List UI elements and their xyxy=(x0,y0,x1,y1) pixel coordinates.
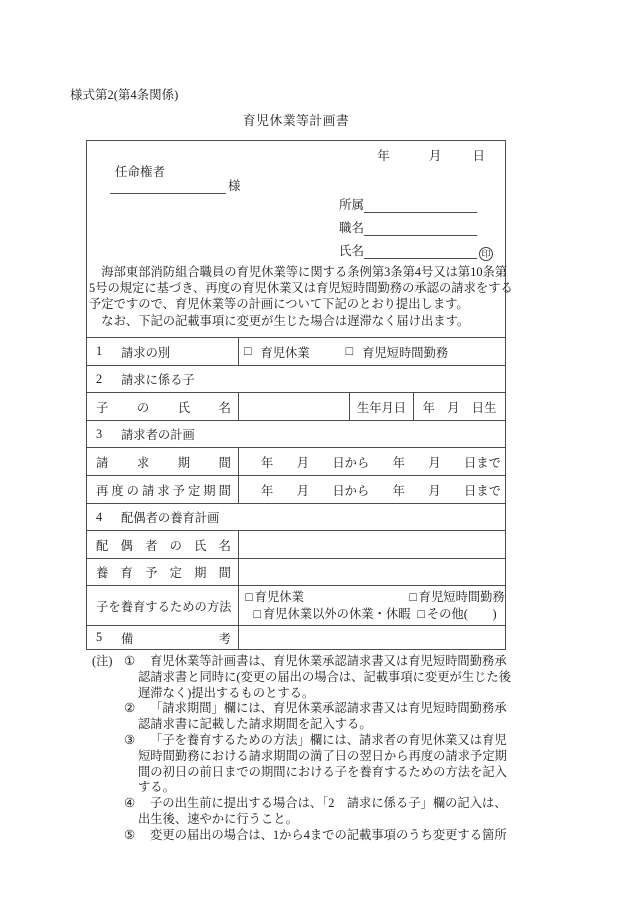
period-part: 月 xyxy=(428,483,441,498)
checkbox-care-other-leave[interactable]: □ xyxy=(253,606,261,621)
period-part: 日まで xyxy=(464,455,501,470)
intro-line: なお、下記の記載事項に変更が生じた場合は遅滞なく届け出ます。 xyxy=(89,313,470,328)
note-item xyxy=(92,701,512,733)
date-day-label: 日 xyxy=(472,149,485,163)
position-row xyxy=(339,218,477,236)
spouse-name-label-cell xyxy=(87,531,238,558)
spouse-name-input-cell[interactable] xyxy=(238,531,505,558)
row-claim-period xyxy=(87,447,505,475)
intro-paragraph xyxy=(89,264,513,329)
row-label-last: 考 xyxy=(218,631,231,646)
period-part: 月 xyxy=(296,455,309,470)
option-label: 育児休業 xyxy=(254,589,304,604)
re-claim-period-input-cell[interactable] xyxy=(238,476,505,503)
note-number: ② xyxy=(124,701,136,716)
intro-line: 予定ですので、育児休業等の計画について下記のとおり提出します。 xyxy=(89,297,469,312)
checkbox-care-short-time-work[interactable]: □ xyxy=(409,589,417,604)
period-part: 年 xyxy=(392,483,405,498)
note-item xyxy=(92,828,512,844)
addressee-suffix: 様 xyxy=(228,179,241,193)
date-line xyxy=(377,146,485,164)
date-year-label: 年 xyxy=(377,149,390,163)
note-number: ⑤ xyxy=(124,827,136,842)
row-re-claim-period xyxy=(87,475,505,503)
care-options-line xyxy=(253,606,496,623)
affiliation-row xyxy=(339,195,477,213)
notes-prefix: (注) xyxy=(92,654,113,668)
row-label: 養 育 予 定 期 間 xyxy=(96,566,231,580)
period-part: 日から xyxy=(332,455,370,470)
position-input-line[interactable] xyxy=(364,222,477,236)
row-label: 子 の 氏 名 xyxy=(96,400,231,415)
option-label: 育児短時間勤務 xyxy=(418,589,505,604)
form-table xyxy=(87,337,505,649)
affiliation-label: 所属 xyxy=(339,198,365,212)
checkbox-childcare-leave[interactable]: □ xyxy=(244,344,252,358)
child-section-cell xyxy=(87,366,505,392)
note-item xyxy=(92,733,512,796)
notes-section xyxy=(92,654,512,844)
option-label: 育児休業以外の休業・休暇 xyxy=(262,606,411,621)
row-child-section xyxy=(87,365,505,392)
note-line: する。 xyxy=(138,780,175,795)
note-line: 育児休業等計画書は、育児休業承認請求書又は育児短時間勤務承 xyxy=(150,654,507,668)
dob-label-cell: 生年月日 xyxy=(349,393,413,420)
option-label-childcare-leave: 育児休業 xyxy=(260,345,310,360)
name-row xyxy=(339,241,493,259)
row-spouse-section xyxy=(87,503,505,530)
remarks-label-cell xyxy=(87,626,238,649)
affiliation-input-line[interactable] xyxy=(364,199,477,213)
child-name-input-cell[interactable] xyxy=(238,393,349,420)
re-claim-period-label-cell xyxy=(87,476,238,503)
care-period-input-cell[interactable] xyxy=(238,559,505,585)
addressee-line xyxy=(110,176,241,194)
checkbox-short-time-work[interactable]: □ xyxy=(345,344,354,358)
care-options-line xyxy=(245,589,505,606)
note-line: 子の出生前に提出する場合は、「2 請求に係る子」欄の記入は、 xyxy=(150,796,507,811)
care-method-label-cell xyxy=(87,586,238,625)
page-title: 育児休業等計画書 xyxy=(242,114,350,128)
form-box xyxy=(86,140,513,650)
row-label: 請 求 期 間 xyxy=(96,455,231,470)
name-label: 氏名 xyxy=(339,244,365,258)
note-line: 短時間勤務における請求期間の満了日の翌日から再度の請求予定期 xyxy=(138,748,507,763)
row-label: 配 偶 者 の 氏 名 xyxy=(96,538,231,553)
option-label-short-time-work: 育児短時間勤務 xyxy=(362,345,449,360)
remarks-input-cell[interactable] xyxy=(238,626,505,649)
row-number: 5 xyxy=(96,630,103,644)
row-number: 3 xyxy=(96,426,103,441)
row-care-method xyxy=(87,585,505,625)
dob-input-cell[interactable]: 年 月 日生 xyxy=(413,393,505,420)
note-line: 「請求期間」欄には、育児休業承認請求書又は育児短時間勤務承 xyxy=(150,701,507,716)
claim-type-label-cell xyxy=(87,338,238,365)
claim-type-options-cell xyxy=(238,338,505,365)
care-method-options-cell xyxy=(238,586,505,625)
period-part: 月 xyxy=(296,483,309,498)
note-number: ③ xyxy=(124,732,136,747)
row-label: 請求者の計画 xyxy=(121,428,195,442)
care-period-label-cell xyxy=(87,559,238,585)
note-line: 出生後、速やかに行うこと。 xyxy=(138,811,298,826)
row-label: 請求の別 xyxy=(121,345,171,360)
note-number: ④ xyxy=(124,796,136,811)
period-part: 年 xyxy=(392,455,405,470)
note-line: 認請求書と同時に(変更の届出の場合は、記載事項に変更が生じた後 xyxy=(138,669,512,684)
row-label: 再 度 の 請 求 予 定 期 間 xyxy=(96,483,231,498)
row-child-name xyxy=(87,392,505,420)
intro-line: 海部東部消防組合職員の育児休業等に関する条例第3条第4号又は第10条第 xyxy=(89,265,508,279)
option-label: その他( ) xyxy=(426,606,497,621)
note-number: ① xyxy=(124,654,136,668)
row-number: 1 xyxy=(96,344,103,358)
addressee-label: 任命権者 xyxy=(115,165,166,179)
period-part: 年 xyxy=(261,483,274,498)
period-part: 年 xyxy=(261,455,274,470)
row-care-period xyxy=(87,558,505,585)
date-month-label: 月 xyxy=(428,149,442,163)
note-line: 変更の届出の場合は、1から4までの記載事項のうち変更する箇所 xyxy=(150,827,507,842)
row-number: 4 xyxy=(96,509,103,524)
option-short-time-work xyxy=(409,589,505,606)
row-number: 2 xyxy=(96,371,103,386)
option-other xyxy=(417,606,496,623)
note-line: 認請求書に記載した請求期間を記入する。 xyxy=(138,717,372,732)
addressee-input-line[interactable] xyxy=(110,179,226,194)
row-label-first: 備 xyxy=(121,631,134,646)
checkbox-care-childcare-leave[interactable]: □ xyxy=(245,589,253,604)
row-remarks xyxy=(87,625,505,649)
note-item xyxy=(92,796,512,828)
period-part: 日まで xyxy=(464,483,501,498)
row-label: 配偶者の養育計画 xyxy=(121,511,220,525)
note-line: 間の初日の前日までの期間における子を養育するための方法を記入 xyxy=(138,764,507,779)
note-line: 「子を養育するための方法」欄には、請求者の育児休業又は育児 xyxy=(150,732,507,747)
claim-period-label-cell xyxy=(87,448,238,475)
child-name-label-cell xyxy=(87,393,238,420)
option-other-leave xyxy=(253,606,417,623)
intro-line: 5号の規定に基づき、再度の育児休業又は育児短時間勤務の承認の請求をする xyxy=(89,281,513,296)
row-label: 請求に係る子 xyxy=(121,373,195,387)
name-input-line[interactable] xyxy=(364,245,477,259)
position-label: 職名 xyxy=(339,221,365,235)
row-label: 子 を 養 育 す る た め の 方 法 xyxy=(96,599,232,614)
claimant-section-cell xyxy=(87,421,505,447)
row-claimant-section xyxy=(87,420,505,447)
checkbox-care-other[interactable]: □ xyxy=(417,606,425,621)
note-item xyxy=(92,654,512,701)
period-part: 月 xyxy=(428,455,441,470)
seal-icon: 印 xyxy=(479,247,493,261)
option-childcare-leave xyxy=(245,589,409,606)
claim-period-input-cell[interactable] xyxy=(238,448,505,475)
spouse-section-cell xyxy=(87,504,505,530)
form-code: 様式第2(第4条関係) xyxy=(70,88,179,102)
row-spouse-name xyxy=(87,530,505,558)
row-claim-type xyxy=(87,337,505,365)
period-part: 日から xyxy=(332,483,370,498)
note-line: 遅滞なく)提出するものとする。 xyxy=(138,685,315,700)
